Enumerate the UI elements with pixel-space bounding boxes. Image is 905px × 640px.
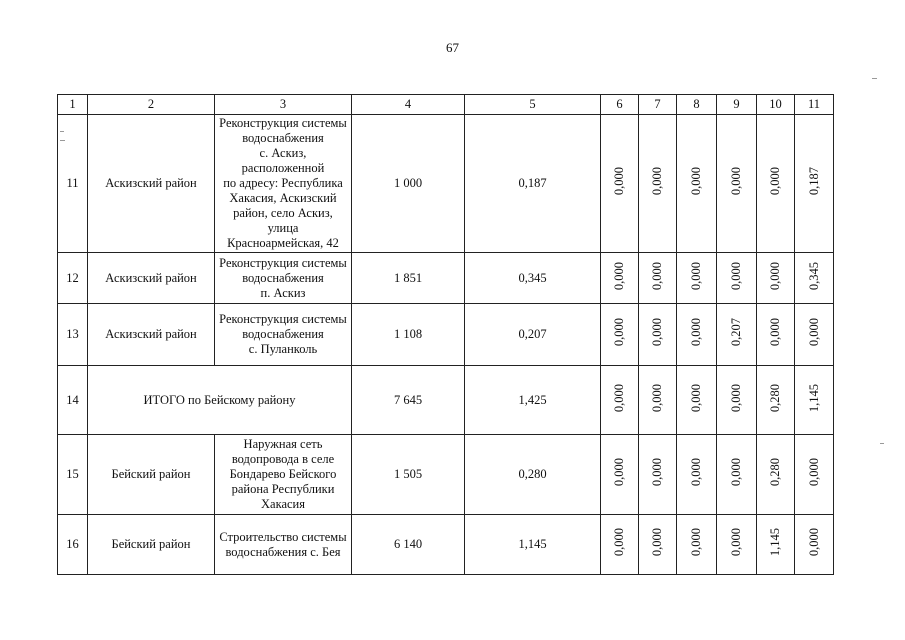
value-text: 0,000 xyxy=(689,383,703,413)
value-cell xyxy=(717,515,757,575)
value-cell xyxy=(639,304,677,366)
scan-speck xyxy=(880,443,884,444)
value-text: 0,000 xyxy=(650,167,664,196)
scan-speck xyxy=(60,131,64,132)
total-row xyxy=(58,366,834,435)
object-line: водоснабжения с. Бея xyxy=(225,544,341,559)
table-row xyxy=(58,435,834,515)
col-header: 1 xyxy=(58,95,88,115)
value-text: 0,000 xyxy=(729,528,743,557)
value-cell xyxy=(601,515,639,575)
value-cell xyxy=(601,366,639,435)
value-cell xyxy=(601,115,639,253)
value-cell xyxy=(757,515,795,575)
col-header: 11 xyxy=(795,95,834,115)
value-cell xyxy=(717,115,757,253)
value-cell xyxy=(795,366,834,435)
object-line: Реконструкция системы xyxy=(219,116,347,130)
row-number: 14 xyxy=(58,366,88,435)
row-number: 12 xyxy=(58,253,88,304)
value-text: 0,280 xyxy=(768,383,782,413)
value-cell xyxy=(677,366,717,435)
value-text: 0,000 xyxy=(729,458,743,487)
table-row xyxy=(58,115,834,253)
value-text: 0,000 xyxy=(729,261,743,291)
object-line: водоснабжения xyxy=(242,270,324,285)
value-cell xyxy=(757,115,795,253)
value-text: 0,000 xyxy=(612,318,626,347)
col-header: 2 xyxy=(88,95,215,115)
object-line: с. Пуланколь xyxy=(248,342,318,356)
object-cell xyxy=(215,115,352,253)
district-cell: Аскизский район xyxy=(88,115,215,253)
col-header: 5 xyxy=(465,95,601,115)
value-text: 0,345 xyxy=(806,261,821,291)
value-text: 1,145 xyxy=(768,528,782,557)
value-cell xyxy=(795,253,834,304)
value-cell xyxy=(757,253,795,304)
value-cell xyxy=(677,435,717,515)
object-line: водоснабжения xyxy=(242,131,324,145)
value-text: 0,187 xyxy=(806,167,821,196)
value-text: 0,000 xyxy=(689,528,703,557)
value-cell xyxy=(677,253,717,304)
value-cell xyxy=(639,435,677,515)
object-line: Бондарево Бейского xyxy=(229,467,337,481)
object-line: расположенной xyxy=(241,161,325,175)
amount-cell: 1,145 xyxy=(465,515,601,575)
capacity-cell: 7 645 xyxy=(352,366,465,435)
amount-cell: 0,187 xyxy=(465,115,601,253)
district-cell: Бейский район xyxy=(88,435,215,515)
value-cell xyxy=(677,304,717,366)
capacity-cell: 1 505 xyxy=(352,435,465,515)
value-text: 0,000 xyxy=(650,318,664,347)
object-line: с. Аскиз, xyxy=(259,146,307,160)
value-text: 0,000 xyxy=(650,458,664,487)
object-line: Хакасия xyxy=(261,497,305,511)
amount-cell: 0,280 xyxy=(465,435,601,515)
total-label: ИТОГО по Бейскому району xyxy=(88,366,352,435)
amount-cell: 0,345 xyxy=(465,253,601,304)
value-cell xyxy=(795,304,834,366)
value-text: 0,000 xyxy=(612,383,626,413)
object-line: улица xyxy=(267,221,299,235)
value-text: 0,207 xyxy=(729,318,743,347)
value-text: 0,000 xyxy=(806,528,821,557)
value-text: 0,000 xyxy=(689,318,703,347)
value-text: 0,000 xyxy=(612,458,626,487)
value-text: 0,000 xyxy=(650,528,664,557)
row-number: 13 xyxy=(58,304,88,366)
col-header: 6 xyxy=(601,95,639,115)
district-cell: Бейский район xyxy=(88,515,215,575)
value-text: 0,000 xyxy=(768,261,782,291)
value-cell xyxy=(795,515,834,575)
value-text: 0,000 xyxy=(806,458,821,487)
scan-speck xyxy=(60,140,65,141)
district-cell: Аскизский район xyxy=(88,253,215,304)
value-cell xyxy=(601,253,639,304)
capacity-cell: 1 851 xyxy=(352,253,465,304)
value-cell xyxy=(639,515,677,575)
col-header: 10 xyxy=(757,95,795,115)
value-cell xyxy=(639,366,677,435)
value-cell xyxy=(757,435,795,515)
value-text: 0,280 xyxy=(768,458,782,487)
row-number: 11 xyxy=(58,115,88,253)
object-line: Наружная сеть xyxy=(243,437,323,451)
table-row xyxy=(58,253,834,304)
value-text: 0,000 xyxy=(650,383,664,413)
value-text: 0,000 xyxy=(612,528,626,557)
page-number: 67 xyxy=(446,40,459,55)
value-text: 1,145 xyxy=(806,383,821,413)
object-line: Строительство системы xyxy=(219,529,347,544)
value-cell xyxy=(639,253,677,304)
object-cell xyxy=(215,515,352,575)
header-row xyxy=(58,95,834,115)
amount-cell: 0,207 xyxy=(465,304,601,366)
value-text: 0,000 xyxy=(650,261,664,291)
value-cell xyxy=(601,304,639,366)
table-row xyxy=(58,304,834,366)
data-table xyxy=(57,94,834,575)
object-line: Реконструкция системы xyxy=(219,312,347,326)
object-line: Красноармейская, 42 xyxy=(227,236,339,250)
object-line: водоснабжения xyxy=(242,327,324,341)
object-line: по адресу: Республика xyxy=(223,176,343,190)
value-text: 0,000 xyxy=(689,167,703,196)
value-text: 0,000 xyxy=(612,167,626,196)
value-cell xyxy=(677,115,717,253)
object-cell xyxy=(215,253,352,304)
district-cell: Аскизский район xyxy=(88,304,215,366)
value-text: 0,000 xyxy=(768,167,782,196)
col-header: 3 xyxy=(215,95,352,115)
col-header: 7 xyxy=(639,95,677,115)
object-cell xyxy=(215,435,352,515)
value-cell xyxy=(601,435,639,515)
value-cell xyxy=(717,366,757,435)
value-text: 0,000 xyxy=(689,261,703,291)
value-cell xyxy=(677,515,717,575)
value-text: 0,000 xyxy=(729,167,743,196)
row-number: 16 xyxy=(58,515,88,575)
object-line: район, село Аскиз, xyxy=(233,206,333,220)
value-text: 0,000 xyxy=(806,318,821,347)
col-header: 8 xyxy=(677,95,717,115)
object-cell xyxy=(215,304,352,366)
value-cell xyxy=(757,304,795,366)
value-cell xyxy=(717,435,757,515)
amount-cell: 1,425 xyxy=(465,366,601,435)
value-text: 0,000 xyxy=(729,383,743,413)
value-cell xyxy=(795,115,834,253)
object-line: района Республики xyxy=(231,482,335,496)
value-text: 0,000 xyxy=(612,261,626,291)
object-line: водопровода в селе xyxy=(231,452,335,466)
col-header: 4 xyxy=(352,95,465,115)
value-cell xyxy=(757,366,795,435)
value-cell xyxy=(717,304,757,366)
scan-speck xyxy=(872,78,877,79)
capacity-cell: 6 140 xyxy=(352,515,465,575)
value-text: 0,000 xyxy=(768,318,782,347)
row-number: 15 xyxy=(58,435,88,515)
value-cell xyxy=(717,253,757,304)
col-header: 9 xyxy=(717,95,757,115)
object-line: Хакасия, Аскизский xyxy=(229,191,337,205)
value-cell xyxy=(795,435,834,515)
object-line: Реконструкция системы xyxy=(219,255,347,270)
capacity-cell: 1 108 xyxy=(352,304,465,366)
table-row xyxy=(58,515,834,575)
value-text: 0,000 xyxy=(689,458,703,487)
capacity-cell: 1 000 xyxy=(352,115,465,253)
object-line: п. Аскиз xyxy=(260,285,306,300)
value-cell xyxy=(639,115,677,253)
